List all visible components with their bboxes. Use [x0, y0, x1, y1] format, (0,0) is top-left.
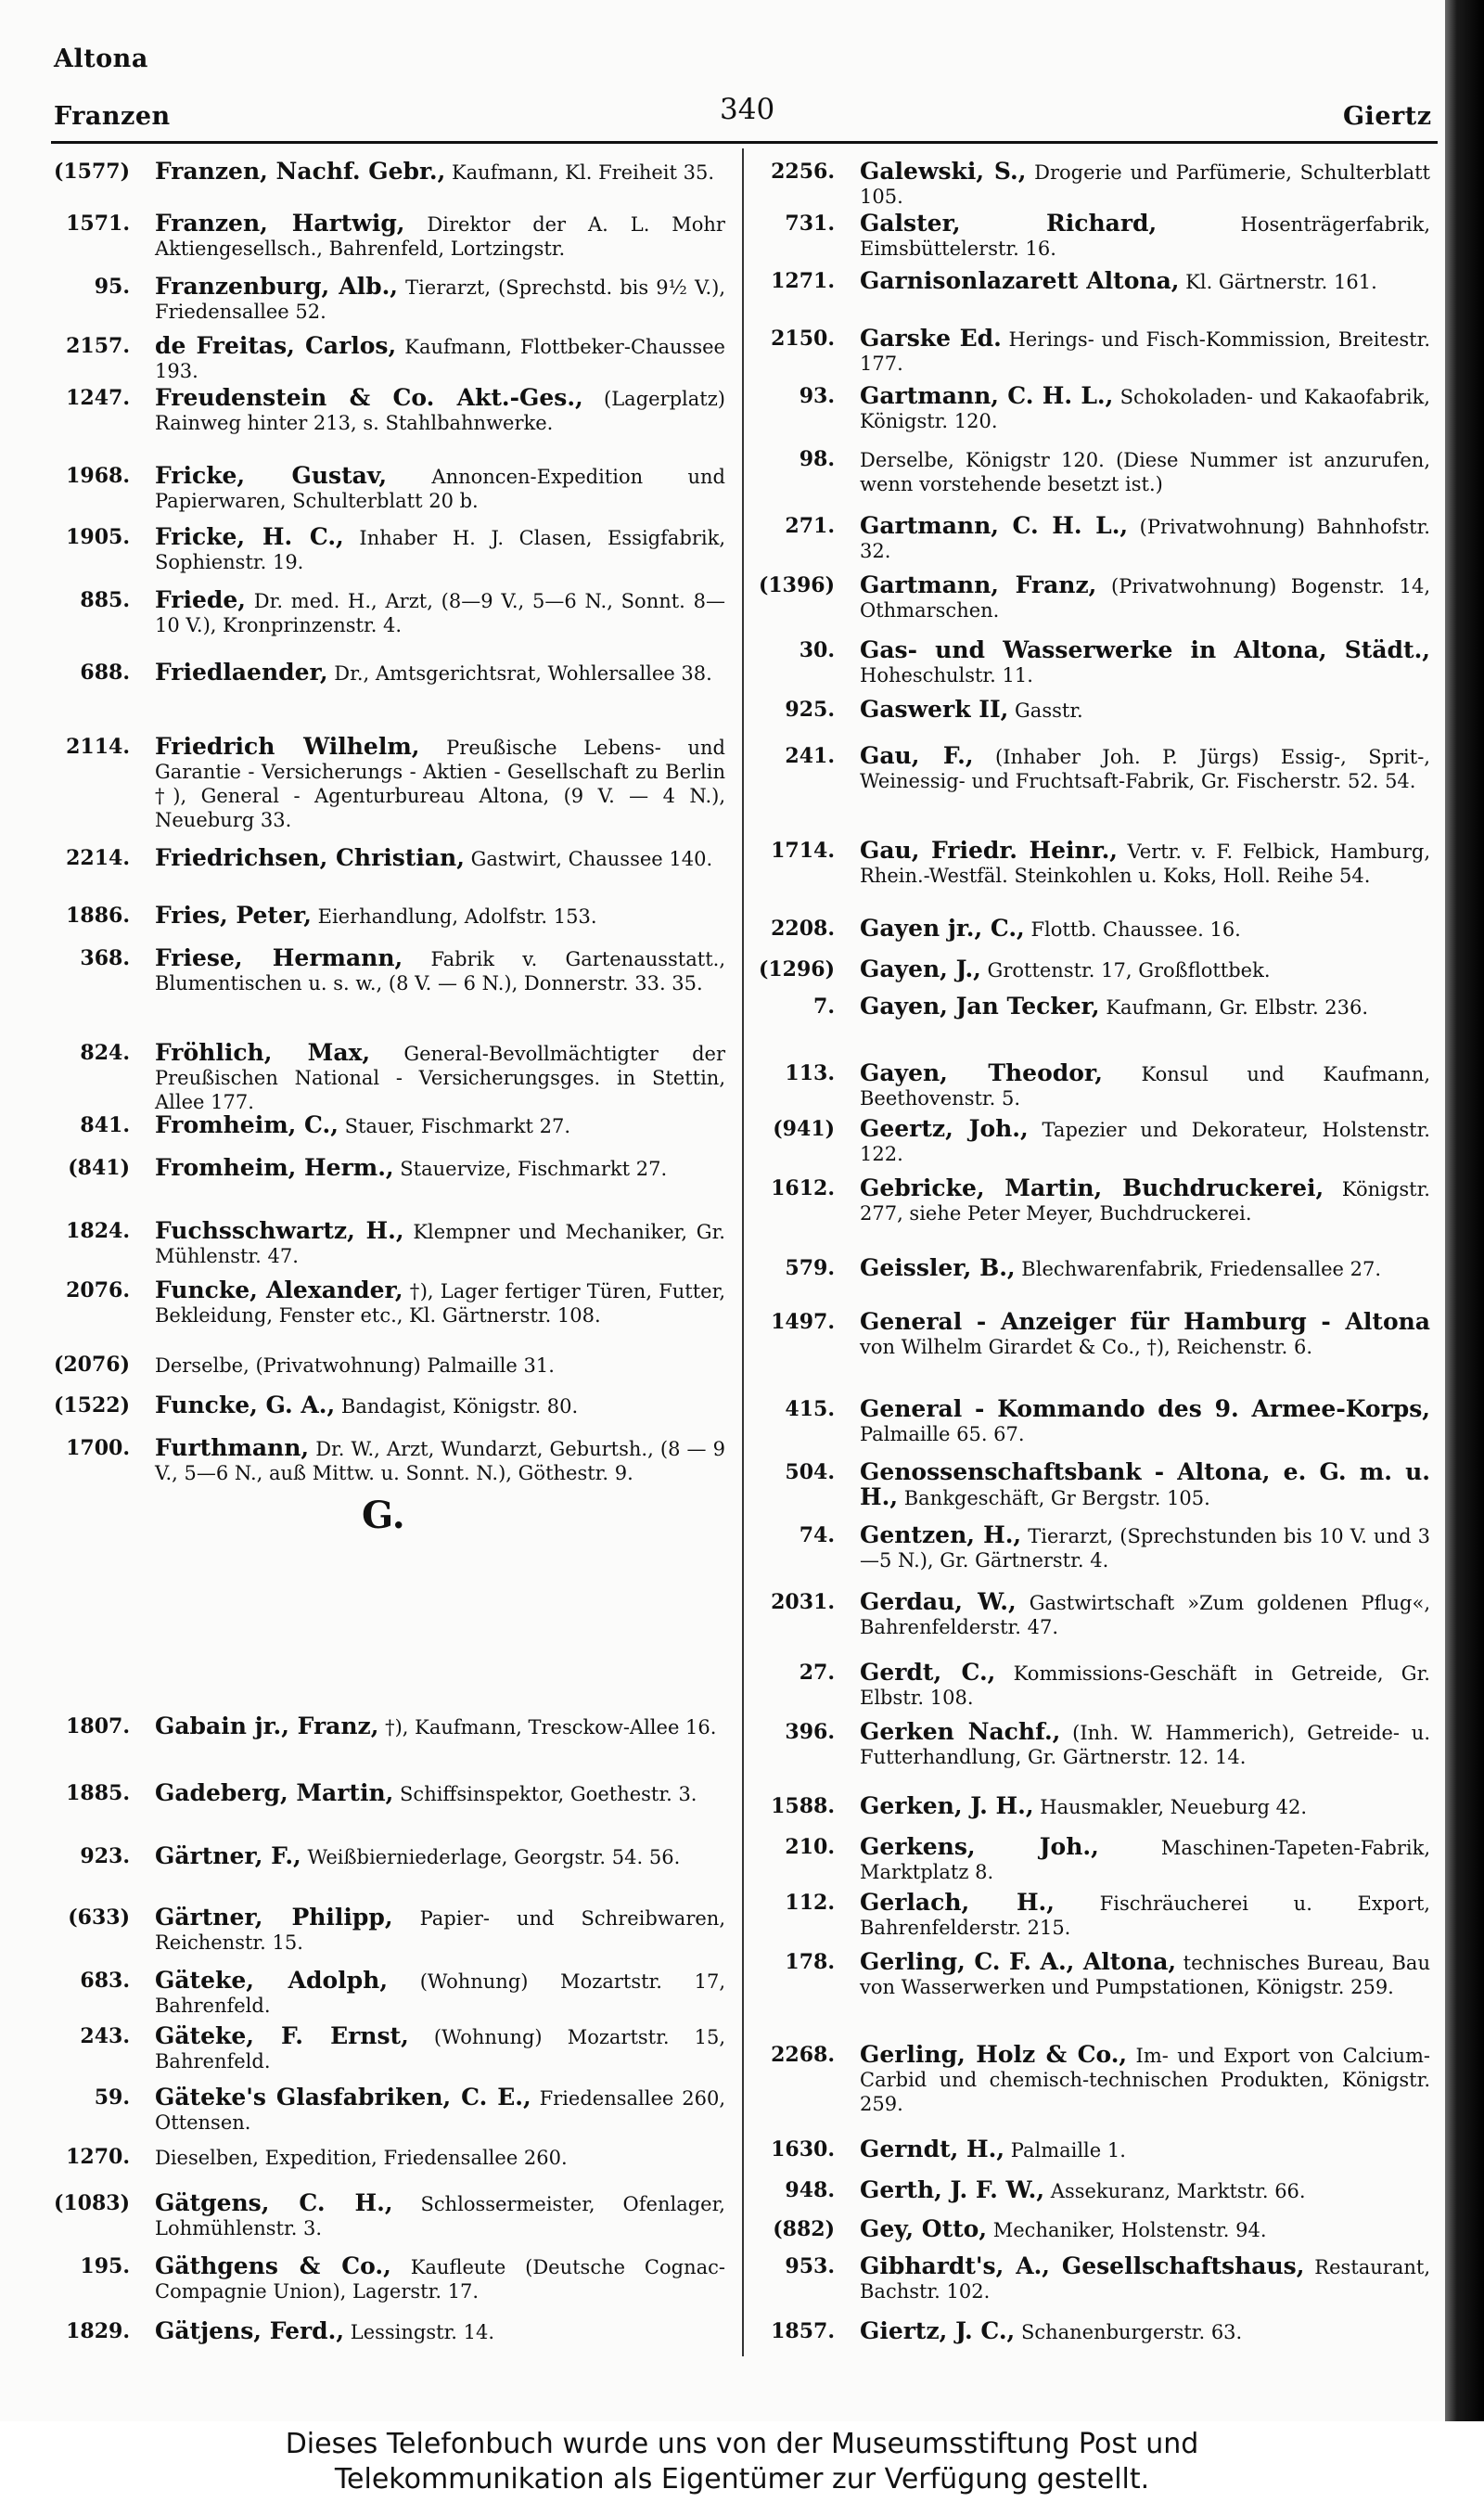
- entry-name: Gerlach, H.,: [860, 1889, 1055, 1916]
- entry-name: Gäthgens & Co.,: [155, 2252, 391, 2279]
- entry-name: Gerdt, C.,: [860, 1659, 996, 1686]
- entry-number: 1247.: [66, 386, 130, 410]
- entry-number: 27.: [799, 1661, 835, 1685]
- entry-name: Gartmann, Franz,: [860, 571, 1097, 598]
- entry-number: 30.: [799, 638, 835, 662]
- entry-name: Genossenschaftsbank - Altona, e. G. m. u. H.,: [860, 1458, 1430, 1510]
- entry-number: 1807.: [66, 1714, 130, 1739]
- entry-name: Fröhlich, Max,: [155, 1039, 371, 1066]
- entry-number: 824.: [80, 1041, 130, 1065]
- entry-text: Kommissions-Geschäft in Getreide, Gr. Elbstr. 108.: [860, 1662, 1430, 1709]
- entry-body: [860, 514, 1430, 563]
- entry-body: [155, 846, 725, 871]
- entry-text: Hausmakler, Neueburg 42.: [1040, 1796, 1308, 1818]
- entry-text: Klempner und Mechaniker, Gr. Mühlenstr. 47.: [155, 1221, 725, 1267]
- entry-text: Schiffsinspektor, Goethestr. 3.: [400, 1783, 697, 1805]
- entry-number: 243.: [80, 2024, 130, 2048]
- entry-body: [860, 1061, 1430, 1110]
- entry-number: 841.: [80, 1113, 130, 1137]
- entry-text: Weißbierniederlage, Georgstr. 54. 56.: [307, 1846, 681, 1868]
- section-letter: G.: [362, 1494, 405, 1537]
- entry-text: Hoheschulstr. 11.: [860, 664, 1033, 686]
- footer-line-2: Telekommunikation als Eigentümer zur Verfügung gestellt.: [334, 2463, 1150, 2496]
- entry-text: Maschinen-Tapeten-Fabrik, Marktplatz 8.: [860, 1837, 1430, 1883]
- entry-number: 59.: [94, 2085, 130, 2110]
- entry-name: Funcke, Alexander,: [155, 1277, 403, 1303]
- entry-text: Derselbe, (Privatwohnung) Palmaille 31.: [155, 1354, 555, 1377]
- entry-body: [155, 1393, 725, 1418]
- entry-text: Dr. med. H., Arzt, (8—9 V., 5—6 N., Sonnt. 8—10 V.), Kronprinzenstr. 4.: [155, 590, 725, 636]
- entry-body: [155, 946, 725, 995]
- entry-text: Gastwirt, Chaussee 140.: [470, 848, 713, 870]
- right-column: [756, 156, 1433, 2382]
- entry-number: 2114.: [66, 735, 130, 759]
- entry-body: [860, 1460, 1430, 1510]
- entry-name: Garske Ed.: [860, 325, 1002, 352]
- entry-text: †), Kaufmann, Tresckow-Allee 16.: [385, 1716, 717, 1739]
- entry-text: Preußische Lebens- und Garantie - Versicherungs - Aktien - Gesellschaft zu Berlin †), General - Agenturbureau Altona, (9 V. — 4 N.), Neueburg 33.: [155, 737, 725, 831]
- entry-number: 1905.: [66, 525, 130, 549]
- entry-text: technisches Bureau, Bau von Wasserwerken und Pumpstationen, Königstr. 259.: [860, 1952, 1430, 1998]
- entry-name: Gentzen, H.,: [860, 1521, 1022, 1548]
- entry-name: Fromheim, Herm.,: [155, 1154, 394, 1181]
- entry-number: 74.: [799, 1523, 835, 1547]
- entry-text: Eierhandlung, Adolfstr. 153.: [317, 905, 597, 928]
- entry-text: von Wilhelm Girardet & Co., †), Reichenstr. 6.: [860, 1336, 1312, 1358]
- entry-body: [860, 160, 1430, 209]
- header-left-word: Franzen: [54, 102, 171, 131]
- entry-body: [860, 327, 1430, 376]
- entry-body: [860, 2217, 1430, 2242]
- entry-body: [860, 2137, 1430, 2162]
- entry-text: Bankgeschäft, Gr Bergstr. 105.: [903, 1487, 1210, 1509]
- entry-body: [860, 269, 1430, 294]
- entry-name: Fricke, Gustav,: [155, 462, 388, 489]
- entry-body: [860, 1256, 1430, 1281]
- entry-text: (Privatwohnung) Bahnhofstr. 32.: [860, 516, 1430, 562]
- entry-body: [155, 1219, 725, 1268]
- entry-text: Drogerie und Parfümerie, Schulterblatt 105.: [860, 161, 1430, 208]
- entry-number: 923.: [80, 1844, 130, 1868]
- entry-number: 93.: [799, 384, 835, 408]
- entry-name: Garnisonlazarett Altona,: [860, 267, 1180, 294]
- entry-name: General - Kommando des 9. Armee-Korps,: [860, 1395, 1430, 1422]
- entry-name: Fries, Peter,: [155, 902, 312, 929]
- entry-text: Kaufmann, Flottbeker-Chaussee 193.: [155, 336, 725, 382]
- entry-body: [155, 2191, 725, 2240]
- entry-body: [155, 1905, 725, 1955]
- entry-body: [860, 957, 1430, 982]
- entry-text: (Wohnung) Mozartstr. 15, Bahrenfeld.: [155, 2026, 725, 2072]
- entry-number: 195.: [80, 2254, 130, 2278]
- entry-body: [860, 2043, 1430, 2116]
- entry-body: [860, 1661, 1430, 1710]
- entry-number: 113.: [785, 1061, 835, 1085]
- entry-name: Furthmann,: [155, 1434, 310, 1461]
- entry-text: (Inhaber Joh. P. Jürgs) Essig-, Sprit-, Weinessig- und Fruchtsaft-Fabrik, Gr. Fischerstr. 52. 54.: [860, 746, 1430, 792]
- left-column: [51, 156, 728, 2382]
- entry-number: (633): [68, 1905, 130, 1930]
- entry-text: Gasstr.: [1015, 699, 1083, 722]
- entry-text: Assekuranz, Marktstr. 66.: [1050, 2180, 1306, 2202]
- entry-number: 1497.: [771, 1310, 835, 1334]
- entry-number: 396.: [785, 1720, 835, 1744]
- entry-name: Friedrichsen, Christian,: [155, 844, 465, 871]
- entry-name: Friede,: [155, 586, 246, 613]
- entry-number: 579.: [785, 1256, 835, 1280]
- entry-body: [860, 2178, 1430, 2203]
- entry-name: Franzen, Hartwig,: [155, 210, 405, 237]
- entry-body: [860, 1720, 1430, 1769]
- entry-name: General - Anzeiger für Hamburg - Altona: [860, 1308, 1430, 1335]
- entry-text: Tierarzt, (Sprechstd. bis 9½ V.), Friedensallee 52.: [155, 276, 725, 323]
- entry-number: 368.: [80, 946, 130, 970]
- entry-number: 504.: [785, 1460, 835, 1484]
- column-divider: [742, 148, 744, 2356]
- entry-number: 885.: [80, 588, 130, 612]
- page-number: 340: [720, 93, 775, 126]
- entry-text: Palmaille 1.: [1010, 2139, 1126, 2162]
- entry-body: [155, 334, 725, 383]
- entry-text: Gastwirtschaft »Zum goldenen Pflug«, Bahrenfelderstr. 47.: [860, 1592, 1430, 1638]
- entry-body: [155, 160, 725, 185]
- entry-text: Lessingstr. 14.: [350, 2321, 495, 2343]
- entry-number: (1083): [53, 2191, 130, 2215]
- entry-body: [155, 1436, 725, 1485]
- entry-text: Im- und Export von Calcium-Carbid und chemisch-technischen Produkten, Königstr. 259.: [860, 2045, 1430, 2115]
- entry-body: [155, 904, 725, 929]
- entry-body: [860, 1176, 1430, 1225]
- entry-number: 683.: [80, 1969, 130, 1993]
- entry-body: [155, 1156, 725, 1181]
- entry-text: Schokoladen- und Kakaofabrik, Königstr. 120.: [860, 386, 1430, 432]
- entry-body: [155, 1353, 725, 1378]
- entry-number: 1824.: [66, 1219, 130, 1243]
- entry-name: Gäteke, F. Ernst,: [155, 2022, 409, 2049]
- entry-number: 1271.: [771, 269, 835, 293]
- entry-text: Hosenträgerfabrik, Eimsbüttelerstr. 16.: [860, 213, 1430, 260]
- entry-number: 1829.: [66, 2319, 130, 2343]
- entry-text: Friedensallee 260, Ottensen.: [155, 2087, 725, 2134]
- entry-name: Gey, Otto,: [860, 2215, 988, 2242]
- entry-body: [860, 1117, 1430, 1166]
- entry-name: Fuchsschwartz, H.,: [155, 1217, 404, 1244]
- entry-body: [860, 1397, 1430, 1446]
- entry-name: Gerken Nachf.,: [860, 1718, 1061, 1745]
- entry-name: Gayen, J.,: [860, 956, 981, 982]
- entry-text: Derselbe, Königstr 120. (Diese Nummer ist anzurufen, wenn vorstehende besetzt ist.): [860, 449, 1430, 495]
- entry-body: [155, 1969, 725, 2018]
- entry-body: [860, 1523, 1430, 1572]
- entry-name: de Freitas, Carlos,: [155, 332, 397, 359]
- entry-name: Gätjens, Ferd.,: [155, 2317, 345, 2344]
- entry-body: [155, 275, 725, 324]
- entry-number: 415.: [785, 1397, 835, 1421]
- entry-text: Grottenstr. 17, Großflottbek.: [987, 959, 1271, 982]
- entry-body: [860, 917, 1430, 942]
- entry-text: Kaufleute (Deutsche Cognac-Compagnie Union), Lagerstr. 17.: [155, 2256, 725, 2303]
- entry-name: Gartmann, C. H. L.,: [860, 382, 1114, 409]
- entry-body: [155, 2085, 725, 2135]
- book-spine-edge: [1445, 0, 1484, 2421]
- entry-text: Kaufmann, Kl. Freiheit 35.: [451, 161, 714, 184]
- entry-text: †), Lager fertiger Türen, Futter, Bekleidung, Fenster etc., Kl. Gärtnerstr. 108.: [155, 1280, 725, 1327]
- entry-number: 2256.: [771, 160, 835, 184]
- entry-number: 2157.: [66, 334, 130, 358]
- entry-body: [860, 447, 1430, 496]
- entry-name: Friedlaender,: [155, 659, 328, 686]
- entry-number: 2268.: [771, 2043, 835, 2067]
- entry-body: [155, 661, 725, 686]
- entry-name: Gebricke, Martin, Buchdruckerei,: [860, 1174, 1324, 1201]
- entry-number: 1630.: [771, 2137, 835, 2162]
- header-city: Altona: [54, 45, 148, 73]
- entry-text: Tierarzt, (Sprechstunden bis 10 V. und 3—5 N.), Gr. Gärtnerstr. 4.: [860, 1525, 1430, 1572]
- entry-number: 112.: [785, 1891, 835, 1915]
- entry-name: Gerndt, H.,: [860, 2136, 1005, 2162]
- entry-body: [860, 1891, 1430, 1940]
- entry-number: 1886.: [66, 904, 130, 928]
- entry-name: Galewski, S.,: [860, 158, 1027, 185]
- entry-body: [860, 994, 1430, 1020]
- entry-text: Fischräucherei u. Export, Bahrenfelderstr. 215.: [860, 1893, 1430, 1939]
- entry-number: 925.: [785, 698, 835, 722]
- entry-number: 178.: [785, 1950, 835, 1974]
- footer-notice: [0, 2421, 1484, 2502]
- entry-text: Palmaille 65. 67.: [860, 1423, 1025, 1445]
- entry-text: Schanenburgerstr. 63.: [1020, 2321, 1243, 2343]
- entry-text: Fabrik v. Gartenausstatt., Blumentischen u. s. w., (8 V. — 6 N.), Donnerstr. 33. 35.: [155, 948, 725, 994]
- entry-text: Tapezier und Dekorateur, Holstenstr. 122.: [860, 1119, 1430, 1165]
- entry-number: (2076): [53, 1353, 130, 1377]
- entry-name: Fricke, H. C.,: [155, 523, 344, 550]
- entry-body: [860, 2254, 1430, 2303]
- entry-number: 953.: [785, 2254, 835, 2278]
- entry-text: Schlossermeister, Ofenlager, Lohmühlenstr. 3.: [155, 2193, 725, 2239]
- entry-name: Gayen, Jan Tecker,: [860, 993, 1100, 1020]
- entry-name: Gau, Friedr. Heinr.,: [860, 837, 1118, 864]
- entry-text: Restaurant, Bachstr. 102.: [860, 2256, 1430, 2303]
- entry-body: [860, 384, 1430, 433]
- entry-body: [155, 386, 725, 435]
- entry-text: Dieselben, Expedition, Friedensallee 260.: [155, 2147, 568, 2169]
- entry-body: [860, 839, 1430, 888]
- entry-number: 95.: [94, 275, 130, 299]
- entry-number: 948.: [785, 2178, 835, 2202]
- entry-text: Bandagist, Königstr. 80.: [340, 1395, 579, 1418]
- entry-body: [860, 1835, 1430, 1884]
- entry-text: Inhaber H. J. Clasen, Essigfabrik, Sophienstr. 19.: [155, 527, 725, 573]
- entry-name: Gerken, J. H.,: [860, 1792, 1034, 1819]
- entry-number: 1968.: [66, 464, 130, 488]
- entry-body: [155, 464, 725, 513]
- entry-name: Geertz, Joh.,: [860, 1115, 1029, 1142]
- entry-number: (941): [773, 1117, 835, 1141]
- entry-name: Giertz, J. C.,: [860, 2317, 1016, 2344]
- entry-text: Kaufmann, Gr. Elbstr. 236.: [1106, 996, 1369, 1019]
- entry-name: Gerling, C. F. A., Altona,: [860, 1948, 1177, 1975]
- entry-number: 731.: [785, 212, 835, 236]
- entry-name: Gadeberg, Martin,: [155, 1779, 394, 1806]
- entry-text: (Inh. W. Hammerich), Getreide- u. Futterhandlung, Gr. Gärtnerstr. 12. 14.: [860, 1722, 1430, 1768]
- entry-name: Funcke, G. A.,: [155, 1392, 336, 1418]
- entry-body: [860, 1590, 1430, 1639]
- entry-text: (Lagerplatz) Rainweg hinter 213, s. Stahlbahnwerke.: [155, 388, 725, 434]
- entry-body: [155, 2145, 725, 2170]
- entry-text: Herings- und Fisch-Kommission, Breitestr. 177.: [860, 328, 1431, 375]
- entry-text: Mechaniker, Holstenstr. 94.: [992, 2219, 1267, 2241]
- entry-body: [860, 1310, 1430, 1359]
- entry-text: Flottb. Chaussee. 16.: [1030, 918, 1241, 941]
- entry-name: Fromheim, C.,: [155, 1111, 339, 1138]
- entry-body: [860, 744, 1430, 793]
- entry-body: [155, 2024, 725, 2073]
- entry-number: 210.: [785, 1835, 835, 1859]
- entry-name: Gartmann, C. H. L.,: [860, 512, 1129, 539]
- entry-name: Gayen jr., C.,: [860, 915, 1025, 942]
- entry-name: Gerkens, Joh.,: [860, 1833, 1099, 1860]
- entry-body: [155, 2319, 725, 2344]
- entry-text: Blechwarenfabrik, Friedensallee 27.: [1021, 1258, 1382, 1280]
- entry-number: 1857.: [771, 2319, 835, 2343]
- entry-number: 1571.: [66, 212, 130, 236]
- entry-number: 1612.: [771, 1176, 835, 1200]
- entry-number: 1700.: [66, 1436, 130, 1460]
- entry-body: [860, 1794, 1430, 1819]
- entry-text: Dr., Amtsgerichtsrat, Wohlersallee 38.: [334, 662, 712, 685]
- entry-name: Gayen, Theodor,: [860, 1059, 1103, 1086]
- entry-text: Papier- und Schreibwaren, Reichenstr. 15.: [155, 1907, 725, 1954]
- entry-number: 98.: [799, 447, 835, 471]
- entry-number: (1522): [53, 1393, 130, 1418]
- entry-body: [860, 638, 1430, 687]
- entry-body: [155, 212, 725, 261]
- entry-name: Friedrich Wilhelm,: [155, 733, 420, 760]
- entry-name: Franzen, Nachf. Gebr.,: [155, 158, 446, 185]
- entry-number: 1714.: [771, 839, 835, 863]
- entry-body: [155, 1041, 725, 1114]
- entry-name: Freudenstein & Co. Akt.-Ges.,: [155, 384, 583, 411]
- entry-text: Direktor der A. L. Mohr Aktiengesellsch., Bahrenfeld, Lortzingstr.: [155, 213, 725, 260]
- entry-body: [155, 735, 725, 832]
- entry-name: Gäteke's Glasfabriken, C. E.,: [155, 2084, 531, 2111]
- entry-text: Konsul und Kaufmann, Beethovenstr. 5.: [860, 1063, 1430, 1110]
- entry-text: Dr. W., Arzt, Wundarzt, Geburtsh., (8 — 9 V., 5—6 N., auß Mittw. u. Sonnt. N.), Göthestr. 9.: [155, 1438, 725, 1484]
- entry-number: (1396): [758, 573, 835, 597]
- entry-body: [155, 1781, 725, 1806]
- entry-number: (882): [773, 2217, 835, 2241]
- entry-name: Gas- und Wasserwerke in Altona, Städt.,: [860, 636, 1430, 663]
- entry-text: General-Bevollmächtigter der Preußischen National - Versicherungsges. in Stettin, Allee 177.: [155, 1043, 725, 1113]
- entry-text: Stauervize, Fischmarkt 27.: [400, 1158, 668, 1180]
- entry-name: Gerdau, W.,: [860, 1588, 1017, 1615]
- entry-name: Gärtner, F.,: [155, 1842, 301, 1869]
- entry-name: Gau, F.,: [860, 742, 974, 769]
- entry-number: 2150.: [771, 327, 835, 351]
- entry-body: [155, 1714, 725, 1739]
- entry-number: 2208.: [771, 917, 835, 941]
- entry-text: Vertr. v. F. Felbick, Hamburg, Rhein.-Westfäl. Steinkohlen u. Koks, Holl. Reihe 54.: [860, 840, 1430, 887]
- header-rule: [51, 141, 1438, 144]
- entry-name: Gerling, Holz & Co.,: [860, 2041, 1128, 2068]
- entry-body: [155, 2254, 725, 2303]
- entry-text: Kl. Gärtnerstr. 161.: [1185, 271, 1377, 293]
- entry-body: [155, 525, 725, 574]
- entry-name: Geissler, B.,: [860, 1254, 1016, 1281]
- entry-body: [155, 1278, 725, 1328]
- entry-name: Gibhardt's, A., Gesellschaftshaus,: [860, 2252, 1305, 2279]
- entry-body: [860, 2319, 1430, 2344]
- entry-number: 241.: [785, 744, 835, 768]
- entry-text: (Wohnung) Mozartstr. 17, Bahrenfeld.: [155, 1970, 726, 2017]
- footer-line-1: Dieses Telefonbuch wurde uns von der Museumsstiftung Post und: [285, 2428, 1199, 2460]
- entry-number: (1577): [53, 160, 130, 184]
- entry-name: Galster, Richard,: [860, 210, 1158, 237]
- entry-name: Gärtner, Philipp,: [155, 1904, 393, 1931]
- entry-name: Gaswerk II,: [860, 696, 1009, 723]
- entry-name: Gätgens, C. H.,: [155, 2189, 393, 2216]
- entry-number: 7.: [813, 994, 835, 1019]
- entry-number: 1270.: [66, 2145, 130, 2169]
- entry-text: Annoncen-Expedition und Papierwaren, Schulterblatt 20 b.: [155, 466, 725, 512]
- entry-name: Friese, Hermann,: [155, 944, 403, 971]
- entry-body: [155, 588, 725, 637]
- entry-body: [155, 1844, 725, 1869]
- entry-body: [155, 1113, 725, 1138]
- entry-name: Franzenburg, Alb.,: [155, 273, 399, 300]
- entry-body: [860, 573, 1430, 622]
- entry-text: (Privatwohnung) Bogenstr. 14, Othmarschen.: [860, 575, 1430, 622]
- entry-name: Gäteke, Adolph,: [155, 1967, 389, 1994]
- entry-name: Gabain jr., Franz,: [155, 1713, 379, 1739]
- entry-body: [860, 212, 1430, 261]
- entry-number: (841): [68, 1156, 130, 1180]
- entry-number: 1588.: [771, 1794, 835, 1818]
- entry-text: Stauer, Fischmarkt 27.: [344, 1115, 571, 1137]
- entry-number: 688.: [80, 661, 130, 685]
- entry-number: 271.: [785, 514, 835, 538]
- entry-number: 2214.: [66, 846, 130, 870]
- entry-number: 1885.: [66, 1781, 130, 1805]
- entry-text: Königstr. 277, siehe Peter Meyer, Buchdruckerei.: [860, 1178, 1430, 1225]
- header-right-word: Giertz: [1343, 102, 1432, 131]
- entry-body: [860, 698, 1430, 723]
- entry-number: 2031.: [771, 1590, 835, 1614]
- entry-name: Gerth, J. F. W.,: [860, 2176, 1045, 2203]
- entry-body: [860, 1950, 1430, 1999]
- entry-number: 2076.: [66, 1278, 130, 1302]
- entry-number: (1296): [758, 957, 835, 982]
